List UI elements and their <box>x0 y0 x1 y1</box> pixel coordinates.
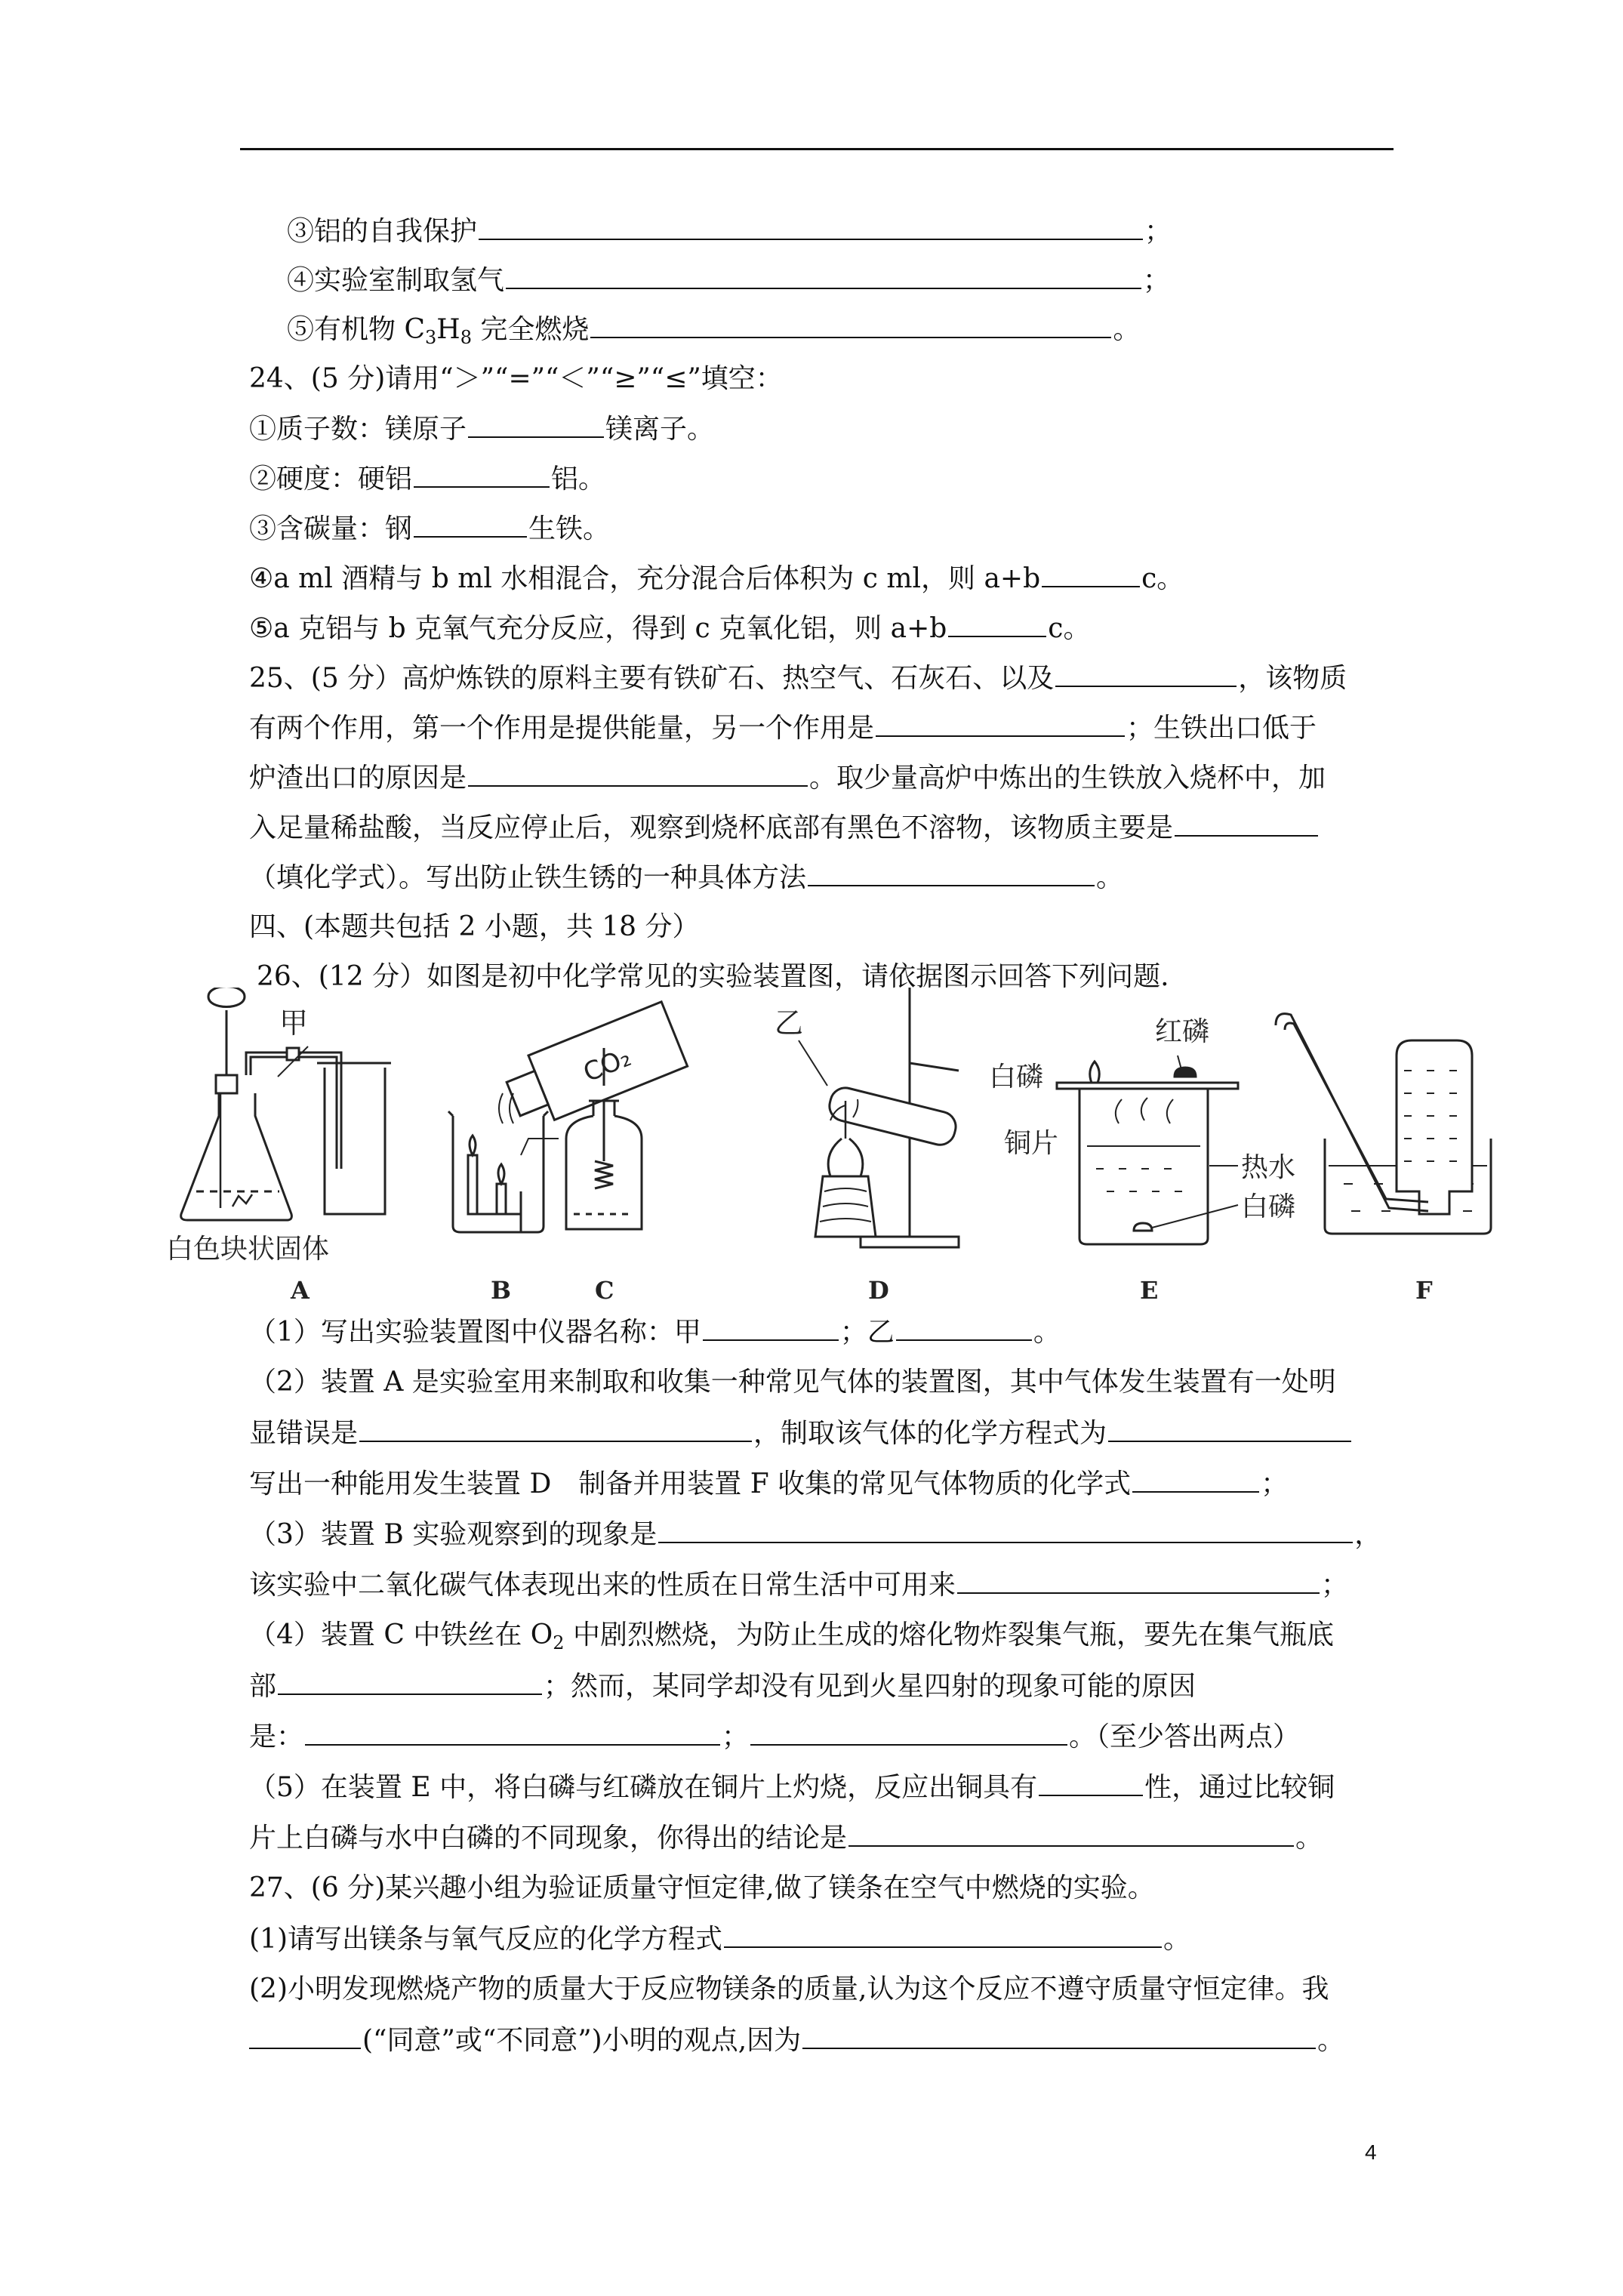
answer-blank[interactable] <box>896 1311 1032 1341</box>
question-text: ；然而，某同学却没有见到火星四射的现象可能的原因 <box>544 1671 1196 1702</box>
text-line <box>249 2019 1412 2061</box>
question-text: 部 <box>249 1671 277 1702</box>
answer-blank[interactable] <box>468 757 808 787</box>
answer-blank[interactable] <box>658 1513 1353 1543</box>
answer-blank[interactable] <box>468 408 604 438</box>
punct: ， <box>1354 1519 1382 1550</box>
question-text: 显错误是 <box>249 1418 359 1449</box>
question-text: ，该物质 <box>1238 663 1347 694</box>
label-b: B <box>491 1276 512 1305</box>
answer-blank[interactable] <box>414 507 527 538</box>
label-yi: 乙 <box>775 1006 804 1040</box>
question-text: ①质子数：镁原子 <box>249 414 467 445</box>
question-text: ②硬度：硬铝 <box>249 464 413 495</box>
question-text: 。（至少答出两点） <box>1069 1721 1301 1752</box>
punct: 。 <box>1033 1317 1061 1348</box>
text-line <box>249 1766 1412 1808</box>
question-text: （3）装置 B 实验观察到的现象是 <box>249 1519 658 1550</box>
question-text: 25、(5 分）高炉炼铁的原料主要有铁矿石、热空气、石灰石、以及 <box>249 663 1055 694</box>
answer-blank[interactable] <box>1039 1766 1143 1796</box>
label-co2: CO₂ <box>579 1042 636 1089</box>
question-text: 炉渣出口的原因是 <box>249 763 467 794</box>
text-line <box>249 1918 1412 1960</box>
answer-blank[interactable] <box>305 1715 720 1746</box>
text-line <box>249 1412 1412 1454</box>
answer-blank[interactable] <box>808 856 1095 886</box>
question-text: （2）装置 A 是实验室用来制取和收集一种常见气体的装置图，其中气体发生装置有一处明 <box>249 1367 1336 1398</box>
text-line <box>249 806 1412 849</box>
question-text: 入足量稀盐酸，当反应停止后，观察到烧杯底部有黑色不溶物，该物质主要是 <box>249 812 1174 843</box>
answer-blank[interactable] <box>359 1412 752 1442</box>
answer-blank[interactable] <box>750 1715 1067 1746</box>
apparatus-a <box>166 988 391 1305</box>
answer-blank[interactable] <box>414 458 550 488</box>
question-text: 片上白磷与水中白磷的不同现象，你得出的结论是 <box>249 1823 848 1854</box>
text-line <box>249 707 1412 749</box>
question-text: （填化学式）。写出防止铁生锈的一种具体方法 <box>249 862 807 893</box>
question-text: ；乙 <box>839 1317 895 1348</box>
question-text: ③含碳量：钢 <box>249 513 413 544</box>
question-text: (“同意”或“不同意”)小明的观点,因为 <box>362 2025 802 2056</box>
text-line <box>249 1614 1412 1657</box>
text-line <box>287 210 1449 252</box>
label-a: A <box>291 1276 310 1305</box>
question-text: ④a ml 酒精与 b ml 水相混合，充分混合后体积为 c ml，则 a+b <box>249 563 1041 594</box>
text-line <box>249 1462 1412 1505</box>
text-line <box>249 557 1412 599</box>
question-text: （1）写出实验装置图中仪器名称：甲 <box>249 1317 701 1348</box>
punct: ； <box>1144 216 1172 247</box>
text-line <box>287 308 1449 350</box>
answer-blank[interactable] <box>1175 806 1318 837</box>
punct: 。 <box>1317 2025 1345 2056</box>
text-line <box>249 856 1412 898</box>
answer-blank[interactable] <box>876 707 1125 737</box>
question-24-title: 24、(5 分)请用“＞”“=”“＜”“≥”“≤”填空： <box>249 363 783 394</box>
header-rule <box>240 148 1394 150</box>
punct: 。 <box>1113 314 1141 345</box>
label-hot-water: 热水 <box>1241 1152 1296 1183</box>
answer-blank[interactable] <box>506 259 1141 289</box>
question-text: （5）在装置 E 中，将白磷与红磷放在铜片上灼烧，反应出铜具有 <box>249 1772 1038 1803</box>
answer-blank[interactable] <box>479 210 1143 240</box>
apparatus-e <box>989 1016 1295 1305</box>
label-f: F <box>1415 1276 1433 1305</box>
text-line <box>249 408 1412 450</box>
question-27-title: 27、(6 分)某兴趣小组为验证质量守恒定律,做了镁条在空气中燃烧的实验。 <box>249 1872 1155 1903</box>
question-text: (1)请写出镁条与氧气反应的化学方程式 <box>249 1924 722 1955</box>
answer-blank[interactable] <box>1042 557 1140 587</box>
question-text: 铝。 <box>551 464 606 495</box>
question-text: 该实验中二氧化碳气体表现出来的性质在日常生活中可用来 <box>249 1570 956 1601</box>
label-white-phosphorus-top: 白磷 <box>989 1062 1044 1093</box>
answer-blank[interactable] <box>948 607 1046 637</box>
punct: ； <box>1143 265 1171 296</box>
question-text: 写出一种能用发生装置 D 制备并用装置 F 收集的常见气体物质的化学式 <box>249 1469 1132 1499</box>
answer-blank[interactable] <box>278 1665 542 1695</box>
text-line <box>249 1715 1412 1758</box>
label-white-phosphorus-bottom: 白磷 <box>1241 1191 1296 1222</box>
answer-blank[interactable] <box>590 308 1111 338</box>
subscript: 2 <box>553 1632 565 1653</box>
page-number: 4 <box>1365 2140 1377 2164</box>
label-e: E <box>1140 1276 1159 1305</box>
punct: 。 <box>1096 862 1124 893</box>
subscript: 3 <box>425 327 437 348</box>
answer-blank[interactable] <box>848 1817 1294 1847</box>
question-text: ，制取该气体的化学方程式为 <box>753 1418 1107 1449</box>
apparatus-d <box>775 988 959 1305</box>
text-line <box>249 1817 1412 1859</box>
question-text: 是： <box>249 1721 304 1752</box>
question-text: (2)小明发现燃烧产物的质量大于反应物镁条的质量,认为这个反应不遵守质量守恒定律。我 <box>249 1974 1329 2005</box>
label-c: C <box>595 1276 614 1305</box>
apparatus-figure <box>166 988 1495 1312</box>
question-text: 镁离子。 <box>605 414 715 445</box>
answer-blank[interactable] <box>724 1918 1162 1948</box>
label-red-phosphorus: 红磷 <box>1155 1016 1210 1047</box>
apparatus-f <box>1276 1014 1491 1305</box>
text-line <box>249 1665 1412 1707</box>
text-line <box>249 458 1412 500</box>
punct: ； <box>1261 1469 1289 1499</box>
answer-blank[interactable] <box>802 2019 1316 2049</box>
section-4-heading: 四、(本题共包括 2 小题，共 18 分） <box>249 911 700 942</box>
answer-blank[interactable] <box>1055 657 1236 687</box>
answer-blank[interactable] <box>703 1311 839 1341</box>
question-text: c。 <box>1048 613 1091 644</box>
text-line <box>249 607 1412 649</box>
answer-blank[interactable] <box>1132 1462 1259 1493</box>
punct: 。 <box>1295 1823 1323 1854</box>
text-line <box>249 657 1412 699</box>
text-line <box>249 507 1412 550</box>
answer-blank[interactable] <box>1108 1412 1351 1442</box>
question-text: 中剧烈燃烧，为防止生成的熔化物炸裂集气瓶，要先在集气瓶底 <box>564 1620 1335 1650</box>
question-text: c。 <box>1141 563 1184 594</box>
apparatus-b <box>448 1002 688 1305</box>
subscript: 8 <box>460 327 472 348</box>
text-line <box>249 1564 1412 1606</box>
question-text: ⑤有机物 C <box>287 314 425 345</box>
label-copper-plate: 铜片 <box>1004 1128 1059 1159</box>
question-text: H <box>436 314 460 345</box>
text-line <box>249 757 1412 799</box>
label-jia: 甲 <box>279 1006 309 1040</box>
label-white-solid: 白色块状固体 <box>166 1234 330 1265</box>
text-line <box>249 1513 1412 1555</box>
label-d: D <box>868 1276 889 1305</box>
answer-blank[interactable] <box>249 2019 361 2049</box>
question-26-title: 26、(12 分）如图是初中化学常见的实验装置图，请依据图示回答下列问题. <box>257 961 1169 992</box>
punct: 。 <box>1163 1924 1191 1955</box>
question-text: 生铁。 <box>528 513 611 544</box>
question-text: ；生铁出口低于 <box>1126 713 1317 744</box>
question-text: ④实验室制取氢气 <box>287 265 505 296</box>
text-line <box>287 259 1449 301</box>
question-text: 完全燃烧 <box>471 314 590 345</box>
question-text: 有两个作用，第一个作用是提供能量，另一个作用是 <box>249 713 875 744</box>
question-text: 。取少量高炉中炼出的生铁放入烧杯中，加 <box>809 763 1326 794</box>
question-text: ③铝的自我保护 <box>287 216 478 247</box>
text-line <box>249 1311 1412 1353</box>
question-text: ⑤a 克铝与 b 克氧气充分反应，得到 c 克氧化铝，则 a+b <box>249 613 947 644</box>
question-text: 性，通过比较铜 <box>1144 1772 1335 1803</box>
punct: ； <box>722 1721 750 1752</box>
punct: ； <box>1321 1570 1349 1601</box>
question-text: （4）装置 C 中铁丝在 O <box>249 1620 553 1650</box>
answer-blank[interactable] <box>957 1564 1320 1594</box>
